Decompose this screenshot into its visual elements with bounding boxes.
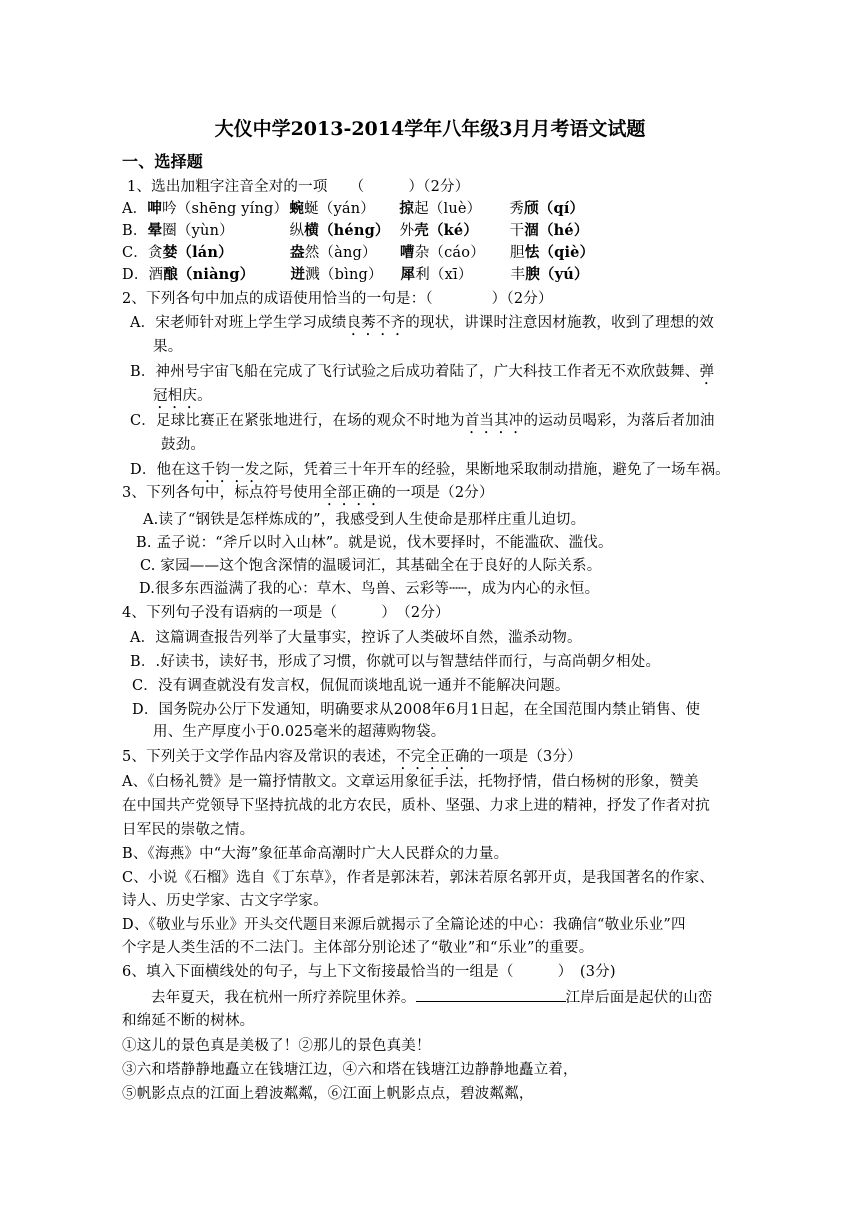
- q2-option-c: C．足球比赛正在紧张地进行，在场的观众不时地为首当其冲的运动员喝彩，为落后者加油: [130, 413, 715, 429]
- q5-option-a: A、《白杨礼赞》是一篇抒情散文。文章运用象征手法，托物抒情，借白杨树的形象，赞美: [122, 774, 699, 790]
- q2-option-b-cont: 冠相庆。: [153, 388, 212, 404]
- q6-passage: 去年夏天，我在杭州一所疗养院里休养。 江岸后面是起伏的山峦: [151, 987, 713, 1008]
- q2-option-b: B．神州号宇宙飞船在完成了飞行试验之后成功着陆了，广大科技工作者无不欢欣鼓舞、弹: [130, 364, 715, 380]
- q2-option-c-cont: 鼓劲。: [161, 437, 206, 453]
- q4-option-b: B．.好读书，读好书，形成了习惯，你就可以与智慧结伴而行，与高尚朝夕相处。: [130, 654, 661, 670]
- q4-stem: 4、下列句子没有语病的一项是（ ） （2分）: [122, 605, 450, 621]
- q1-stem: 1、选出加粗字注音全对的一项 （ ）（2分）: [127, 179, 470, 195]
- q2-stem: 2、下列各句中加点的成语使用恰当的一句是：（ ）（2分）: [122, 291, 553, 307]
- q4-option-d: D．国务院办公厅下发通知，明确要求从2008年6月1日起，在全国范围内禁止销售、使: [132, 702, 701, 718]
- q4-option-a: A．这篇调查报告列举了大量事实，控诉了人类破坏自然，滥杀动物。: [130, 630, 582, 646]
- q3-option-a: A.读了“钢铁是怎样炼成的”，我感受到人生使命是那样庄重儿迫切。: [143, 512, 586, 528]
- q3-stem: 3、下列各句中，标点符号使用全部正确的一项是（2分）: [122, 485, 494, 501]
- q5-option-c-cont: 诗人、历史学家、古文字学家。: [122, 893, 328, 909]
- q2-option-a: A．宋老师针对班上学生学习成绩良莠不齐的现状，讲课时注意因材施教，收到了理想的效: [130, 315, 714, 331]
- q4-option-d-cont: 用、生产厚度小于0.025毫米的超薄购物袋。: [153, 724, 446, 740]
- q5-option-d: D、《敬业与乐业》开头交代题目来源后就揭示了全篇论述的中心：我确信“敬业乐业”四: [122, 917, 686, 933]
- q5-option-a-cont1: 在中国共产党领导下坚持抗战的北方农民，质朴、坚强、力求上进的精神，抒发了作者对抗: [122, 798, 710, 814]
- answer-blank[interactable]: [416, 987, 566, 1002]
- q1-option-a: A．呻吟（shēng yíng）蜿蜒（yán） 掠起（luè） 秀颀（qí）: [122, 200, 585, 217]
- q6-options-1: ①这儿的景色真是美极了！②那儿的景色真美！: [122, 1038, 431, 1054]
- q4-option-c: C．没有调查就没有发言权，侃侃而谈地乱说一通并不能解决问题。: [132, 678, 570, 694]
- q6-options-2: ③六和塔静静地矗立在钱塘江边，④六和塔在钱塘江边静静地矗立着，: [122, 1062, 578, 1078]
- q6-passage-cont: 和绵延不断的树林。: [122, 1013, 255, 1029]
- q2-option-d: D．他在这千钧一发之际，凭着三十年开车的经验，果断地采取制动措施，避免了一场车祸。: [130, 462, 730, 478]
- page-title: 大仪中学2013-2014学年八年级3月月考语文试题: [214, 118, 646, 140]
- q5-option-d-cont: 个字是人类生活的不二法门。主体部分别论述了“敬业”和“乐业”的重要。: [122, 940, 594, 956]
- q5-option-a-cont2: 日军民的崇敬之情。: [122, 822, 255, 838]
- q3-option-d: D.很多东西溢满了我的心：草木、鸟兽、云彩等┄┄，成为内心的永恒。: [139, 581, 600, 597]
- section-heading: 一、选择题: [122, 152, 204, 171]
- q5-option-b: B、《海燕》中“大海”象征革命高潮时广大人民群众的力量。: [122, 846, 509, 862]
- q3-option-c: C. 家园——这个饱含深情的温暖词汇，其基础全在于良好的人际关系。: [140, 558, 602, 574]
- q1-option-d: D．酒酿（niàng） 迸溅（bìng） 犀利（xī） 丰腴（yú）: [122, 266, 589, 283]
- q6-stem: 6、填入下面横线处的句子，与上下文衔接最恰当的一组是（ ） (3分): [122, 964, 616, 980]
- q2-option-a-cont: 果。: [153, 339, 183, 355]
- q5-option-c: C、小说《石榴》选自《丁东草》，作者是郭沫若，郭沫若原名郭开贞，是我国著名的作家、: [122, 870, 715, 886]
- q1-option-b: B．晕圈（yùn） 纵横（héng） 外壳（ké） 干涸（hé）: [122, 222, 589, 239]
- q3-option-b: B. 孟子说：“斧斤以时入山林”。就是说，伐木要择时，不能滥砍、滥伐。: [136, 535, 613, 551]
- q5-stem: 5、下列关于文学作品内容及常识的表述，不完全正确的一项是（3分）: [122, 749, 582, 765]
- q1-option-c: C．贪婪（lán） 盎然（àng） 嘈杂（cáo） 胆怯（qiè）: [122, 244, 595, 261]
- q6-options-3: ⑤帆影点点的江面上碧波粼粼，⑥江面上帆影点点，碧波粼粼，: [122, 1086, 534, 1102]
